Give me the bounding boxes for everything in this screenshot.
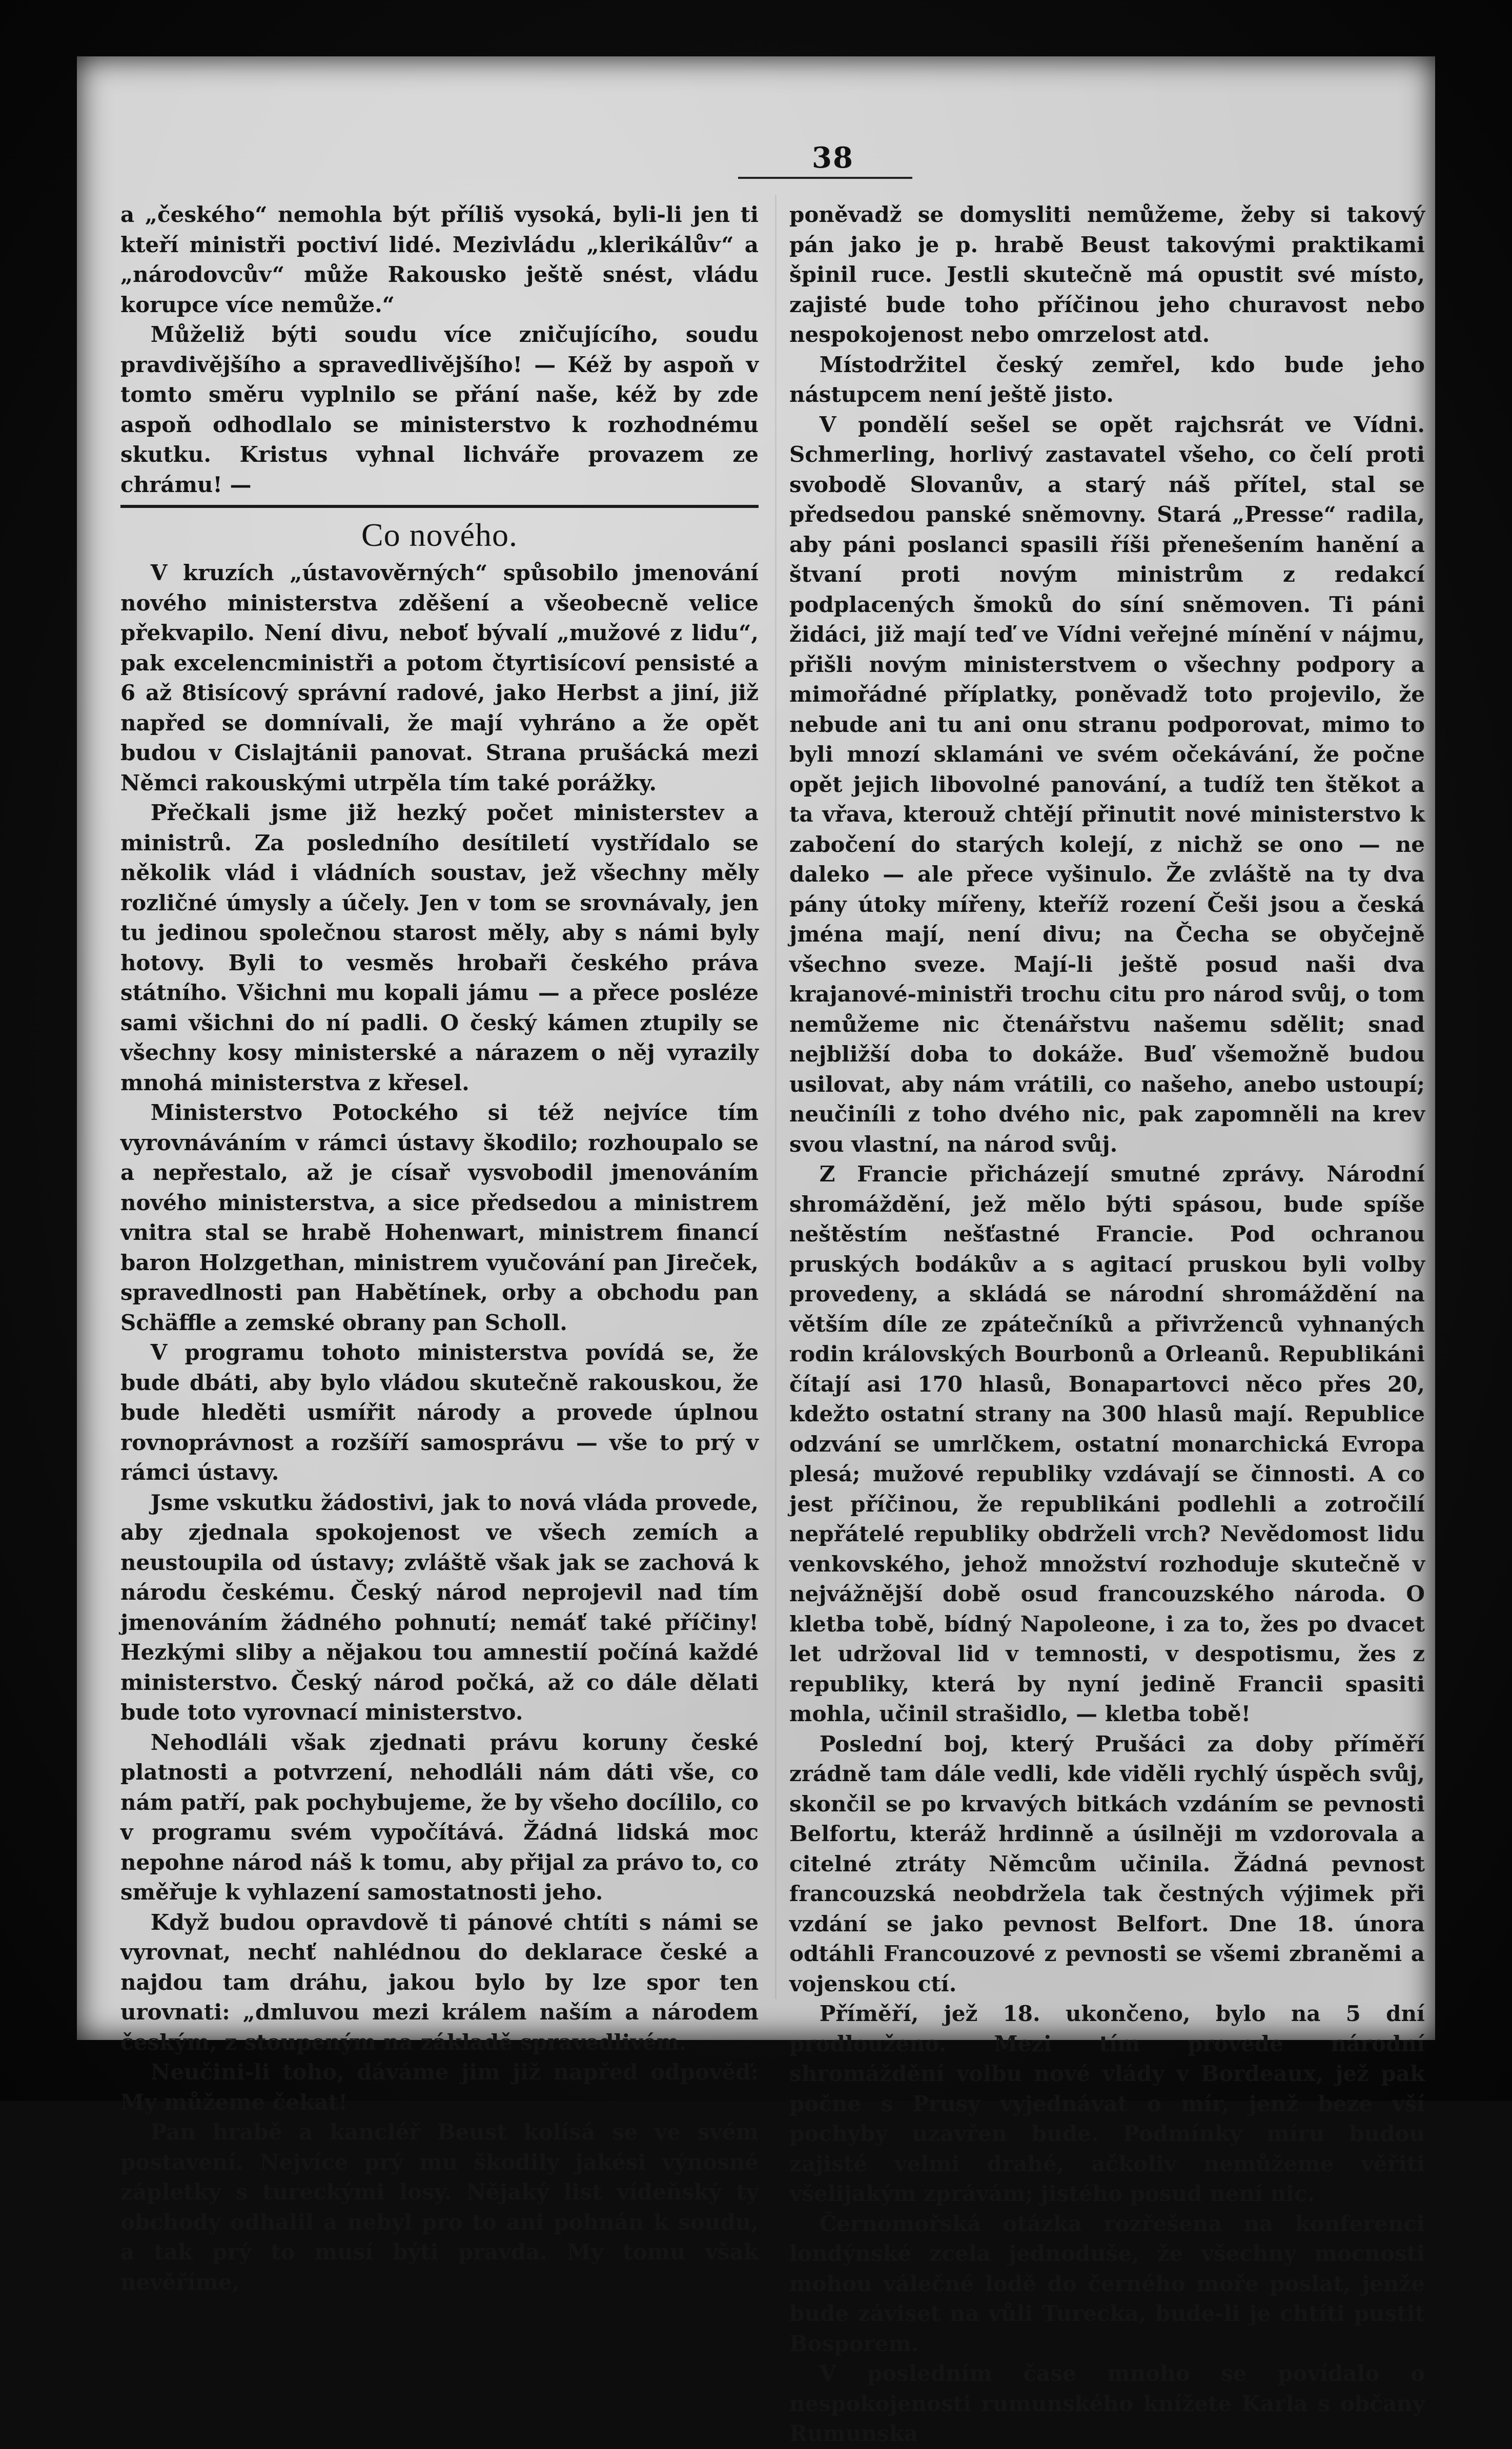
article-paragraph: Pan hrabě a kancléř Beust kolísá se ve svém postavení. Nejvíce prý mu škodily jakési výnosné zápletky s tureckými losy. Nějaký list vídeňský ty obchody odhalil a nebyl pro to ani pohnán k soudu, a tak prý to musí býti pravda. My tomu však nevěříme, — [120, 2119, 759, 2295]
right-column — [789, 200, 1425, 2449]
article-paragraph: Neučini-li toho, dáváme jim již napřed odpověď: My můžeme čekat! — [120, 2059, 759, 2115]
article-paragraph: Z Francie přicházejí smutné zprávy. Národní shromáždění, jež mělo býti spásou, bude spíše neštěstím nešťastné Francie. Pod ochranou pruských bodákův a s agitací pruskou byli volby provedeny, a skládá se národní shromáždění na větším díle ze zpátečníků a přivrženců vyhnaných rodin královských Bourbonů a Orleanů. Republikáni čítají asi 170 hlasů, Bonapartovci něco přes 20, kdežto ostatní strany na 300 hlasů mají. Republice odzvání se umrlčkem, ostatní monarchická Evropa plesá; mužové republiky vzdávají se činnosti. A co jest příčinou, že republikáni podlehli a zotročilí nepřátelé republiky obdrželi vrch? Nevědomost lidu venkovského, jehož množství rozhoduje skutečně v nejvážnější době osud francouzského národa. O kletba tobě, bídný Napoleone, i za to, žes po dvacet let udržoval lid v temnosti, v despotismu, žes z republiky, která by nyní jedině Francii spasiti mohla, učinil strašidlo, — kletba tobě! — [789, 1161, 1425, 1726]
intro-paragraph: a „českého“ nemohla být příliš vysoká, byli-li jen ti kteří ministři poctiví lidé. Mezivládu „klerikálův“ a „národovcův“ může Rakousko ještě snést, vládu korupce více nemůže.“ — [120, 202, 759, 317]
article-paragraph: V posledním čase mnoho se povídalo o nespokojenosti rumunského knížete Karla s občany Rumunska — [789, 2361, 1425, 2446]
article-paragraph: Nehodláli však zjednati právu koruny české platnosti a potvrzení, nehodláli nám dáti vše, co nám patří, pak pochybujeme, že by všeho docílilo, co v programu svém vypočítává. Žádná lidská moc nepohne národ náš k tomu, aby přijal za právo to, co směřuje k vyhlazení samostatnosti jeho. — [120, 1729, 759, 1905]
article-paragraph: Místodržitel český zemřel, kdo bude jeho nástupcem není ještě jisto. — [789, 352, 1425, 407]
left-column — [120, 200, 759, 2297]
article-paragraph: Černomořská otázka rozřešena na konferenci londýnské zcela jednoduše, že všechny mocnosti mohou válečné lodě do černého moře poslat, jenže bude záviset na vůli Turecka, bude-li je chtíti pustit Bosporem. — [789, 2211, 1425, 2356]
article-paragraph: Poslední boj, který Prušáci za doby příměří zrádně tam dále vedli, kde viděli rychlý úspěch svůj, skončil se po krvavých bitkách vzdáním se pevnosti Belfortu, kteráž hrdinně a úsilněji m vzdorovala a citelné ztráty Němcům učinila. Žádná pevnost francouzská neobdržela tak čestných výjimek při vzdání se jako pevnost Belfort. Dne 18. února odtáhli Francouzové z pevnosti se všemi zbraněmi a vojenskou ctí. — [789, 1731, 1425, 1996]
article-paragraph: V kruzích „ústavověrných“ spůsobilo jmenování nového ministerstva zděšení a všeobecně velice překvapilo. Není divu, neboť bývalí „mužové z lidu“, pak excelencministři a potom čtyrtisícoví pensisté a 6 až 8tisícový správní radové, jako Herbst a jiní, již napřed se domnívali, že mají vyhráno a že opět budou v Cislajtánii panovat. Strana prušácká mezi Němci rakouskými utrpěla tím také porážky. — [120, 560, 759, 795]
intro-paragraph: Můželiž býti soudu více zničujícího, soudu pravdivějšího a spravedlivějšího! — Kéž by aspoň v tomto směru vyplnilo se přání naše, kéž by zde aspoň odhodlalo se ministerstvo k rozhodnému skutku. Kristus vyhnal lichváře provazem ze chrámu! — — [120, 322, 759, 497]
article-paragraph: poněvadž se domysliti nemůžeme, žeby si takový pán jako je p. hrabě Beust takovými praktikami špinil ruce. Jestli skutečně má opustit své místo, zajisté bude toho příčinou jeho churavost nebo nespokojenost nebo omrzelost atd. — [789, 202, 1425, 347]
page-number: 38 — [812, 141, 854, 175]
page-number-rule — [738, 177, 912, 179]
section-title: Co nového. — [361, 517, 518, 553]
article-paragraph: Jsme vskutku žádostivi, jak to nová vláda provede, aby zjednala spokojenost ve všech zemích a neustoupila od ústavy; zvláště však jak se zachová k národu českému. Český národ neprojevil nad tím jmenováním žádného pohnutí; nemáť také příčiny! Hezkými sliby a nějakou tou amnestií počíná každé ministerstvo. Český národ počká, až co dále dělati bude toto vyrovnací ministerstvo. — [120, 1489, 759, 1725]
article-paragraph: Přečkali jsme již hezký počet ministerstev a ministrů. Za posledního desítiletí vystřídalo se několik vlád i vládních soustav, jež všechny měly rozličné úmysly a účely. Jen v tom se srovnávaly, jen tu jedinou společnou starost měly, aby s námi byly hotovy. Byli to vesměs hrobaři českého práva státního. Všichni mu kopali jámu — a přece posléze sami všichni do ní padli. O český kámen ztupily se všechny kosy ministerské a nárazem o něj vyrazily mnohá ministerstva z křesel. — [120, 800, 759, 1095]
column-gutter — [775, 195, 777, 1999]
newspaper-page — [77, 56, 1435, 2446]
article-paragraph: Příměří, jež 18. ukončeno, bylo na 5 dní prodlouženo. Mezi tím provede národní shromáždění volbu nové vlády v Bordeaux, jež pak počne s Prusy vyjednávat o mír, jenž beze vší pochyby uzavřen bude. Podmínky míru budou zajisté velmi drahé, ačkoliv nemůžeme věřiti všelijakým zprávám; jistého posud není nic. — [789, 2001, 1425, 2206]
article-paragraph: Ministerstvo Potockého si též nejvíce tím vyrovnáváním v rámci ústavy škodilo; rozhoupalo se a nepřestalo, až je císař vysvobodil jmenováním nového ministerstva, a sice předsedou a ministrem vnitra stal se hrabě Hohenwart, ministrem financí baron Holzgethan, ministrem vyučování pan Jireček, spravedlnosti pan Habětínek, orby a obchodu pan Schäffle a zemské obrany pan Scholl. — [120, 1100, 759, 1335]
article-paragraph: V programu tohoto ministerstva povídá se, že bude dbáti, aby bylo vládou skutečně rakouskou, že bude hleděti usmířit národy a provede úplnou rovnoprávnost a rozšíří samosprávu — vše to prý v rámci ústavy. — [120, 1340, 759, 1485]
article-paragraph: V pondělí sešel se opět rajchsrát ve Vídni. Schmerling, horlivý zastavatel všeho, co čelí proti svobodě Slovanův, a starý náš přítel, stal se předsedou panské sněmovny. Stará „Presse“ radila, aby páni poslanci spasili říši přenešením hanění a štvaní proti novým ministrům z redakcí podplacených šmoků do síní sněmoven. Ti páni židáci, již mají teď ve Vídni veřejné mínění v nájmu, přišli novým ministerstvem o všechny podpory a mimořádné příplatky, poněvadž toto projevilo, že nebude ani tu ani onu stranu podporovat, mimo to byli mnozí sklamáni ve svém očekávání, že počne opět jejich libovolné panování, a tudíž ten štěkot a ta vřava, kterouž chtějí přinutit nové ministerstvo k zabočení do starých kolejí, z nichž se ono — ne daleko — ale přece vyšinulo. Že zvláště na ty dva pány útoky mířeny, kteříž rození Češi jsou a česká jména mají, není divu; na Čecha se obyčejně všechno sveze. Mají-li ještě posud naši dva krajanové-ministři trochu citu pro národ svůj, o tom nemůžeme nic čtenářstvu našemu sdělit; snad nejbližší doba to dokáže. Buď všemožně budou usilovat, aby nám vrátili, co našeho, anebo ustoupí; neučiníli z toho dvého nic, pak zapomněli na krev svou vlastní, na národ svůj. — [789, 412, 1425, 1157]
article-paragraph: Když budou opravdově ti pánové chtíti s námi se vyrovnat, nechť nahlédnou do deklarace české a najdou tam dráhu, jakou bylo by lze spor ten urovnati: „dmluvou mezi králem naším a národem českým, z stoupeným na základě spravedlivém. — [120, 1909, 759, 2055]
section-divider — [120, 505, 759, 508]
